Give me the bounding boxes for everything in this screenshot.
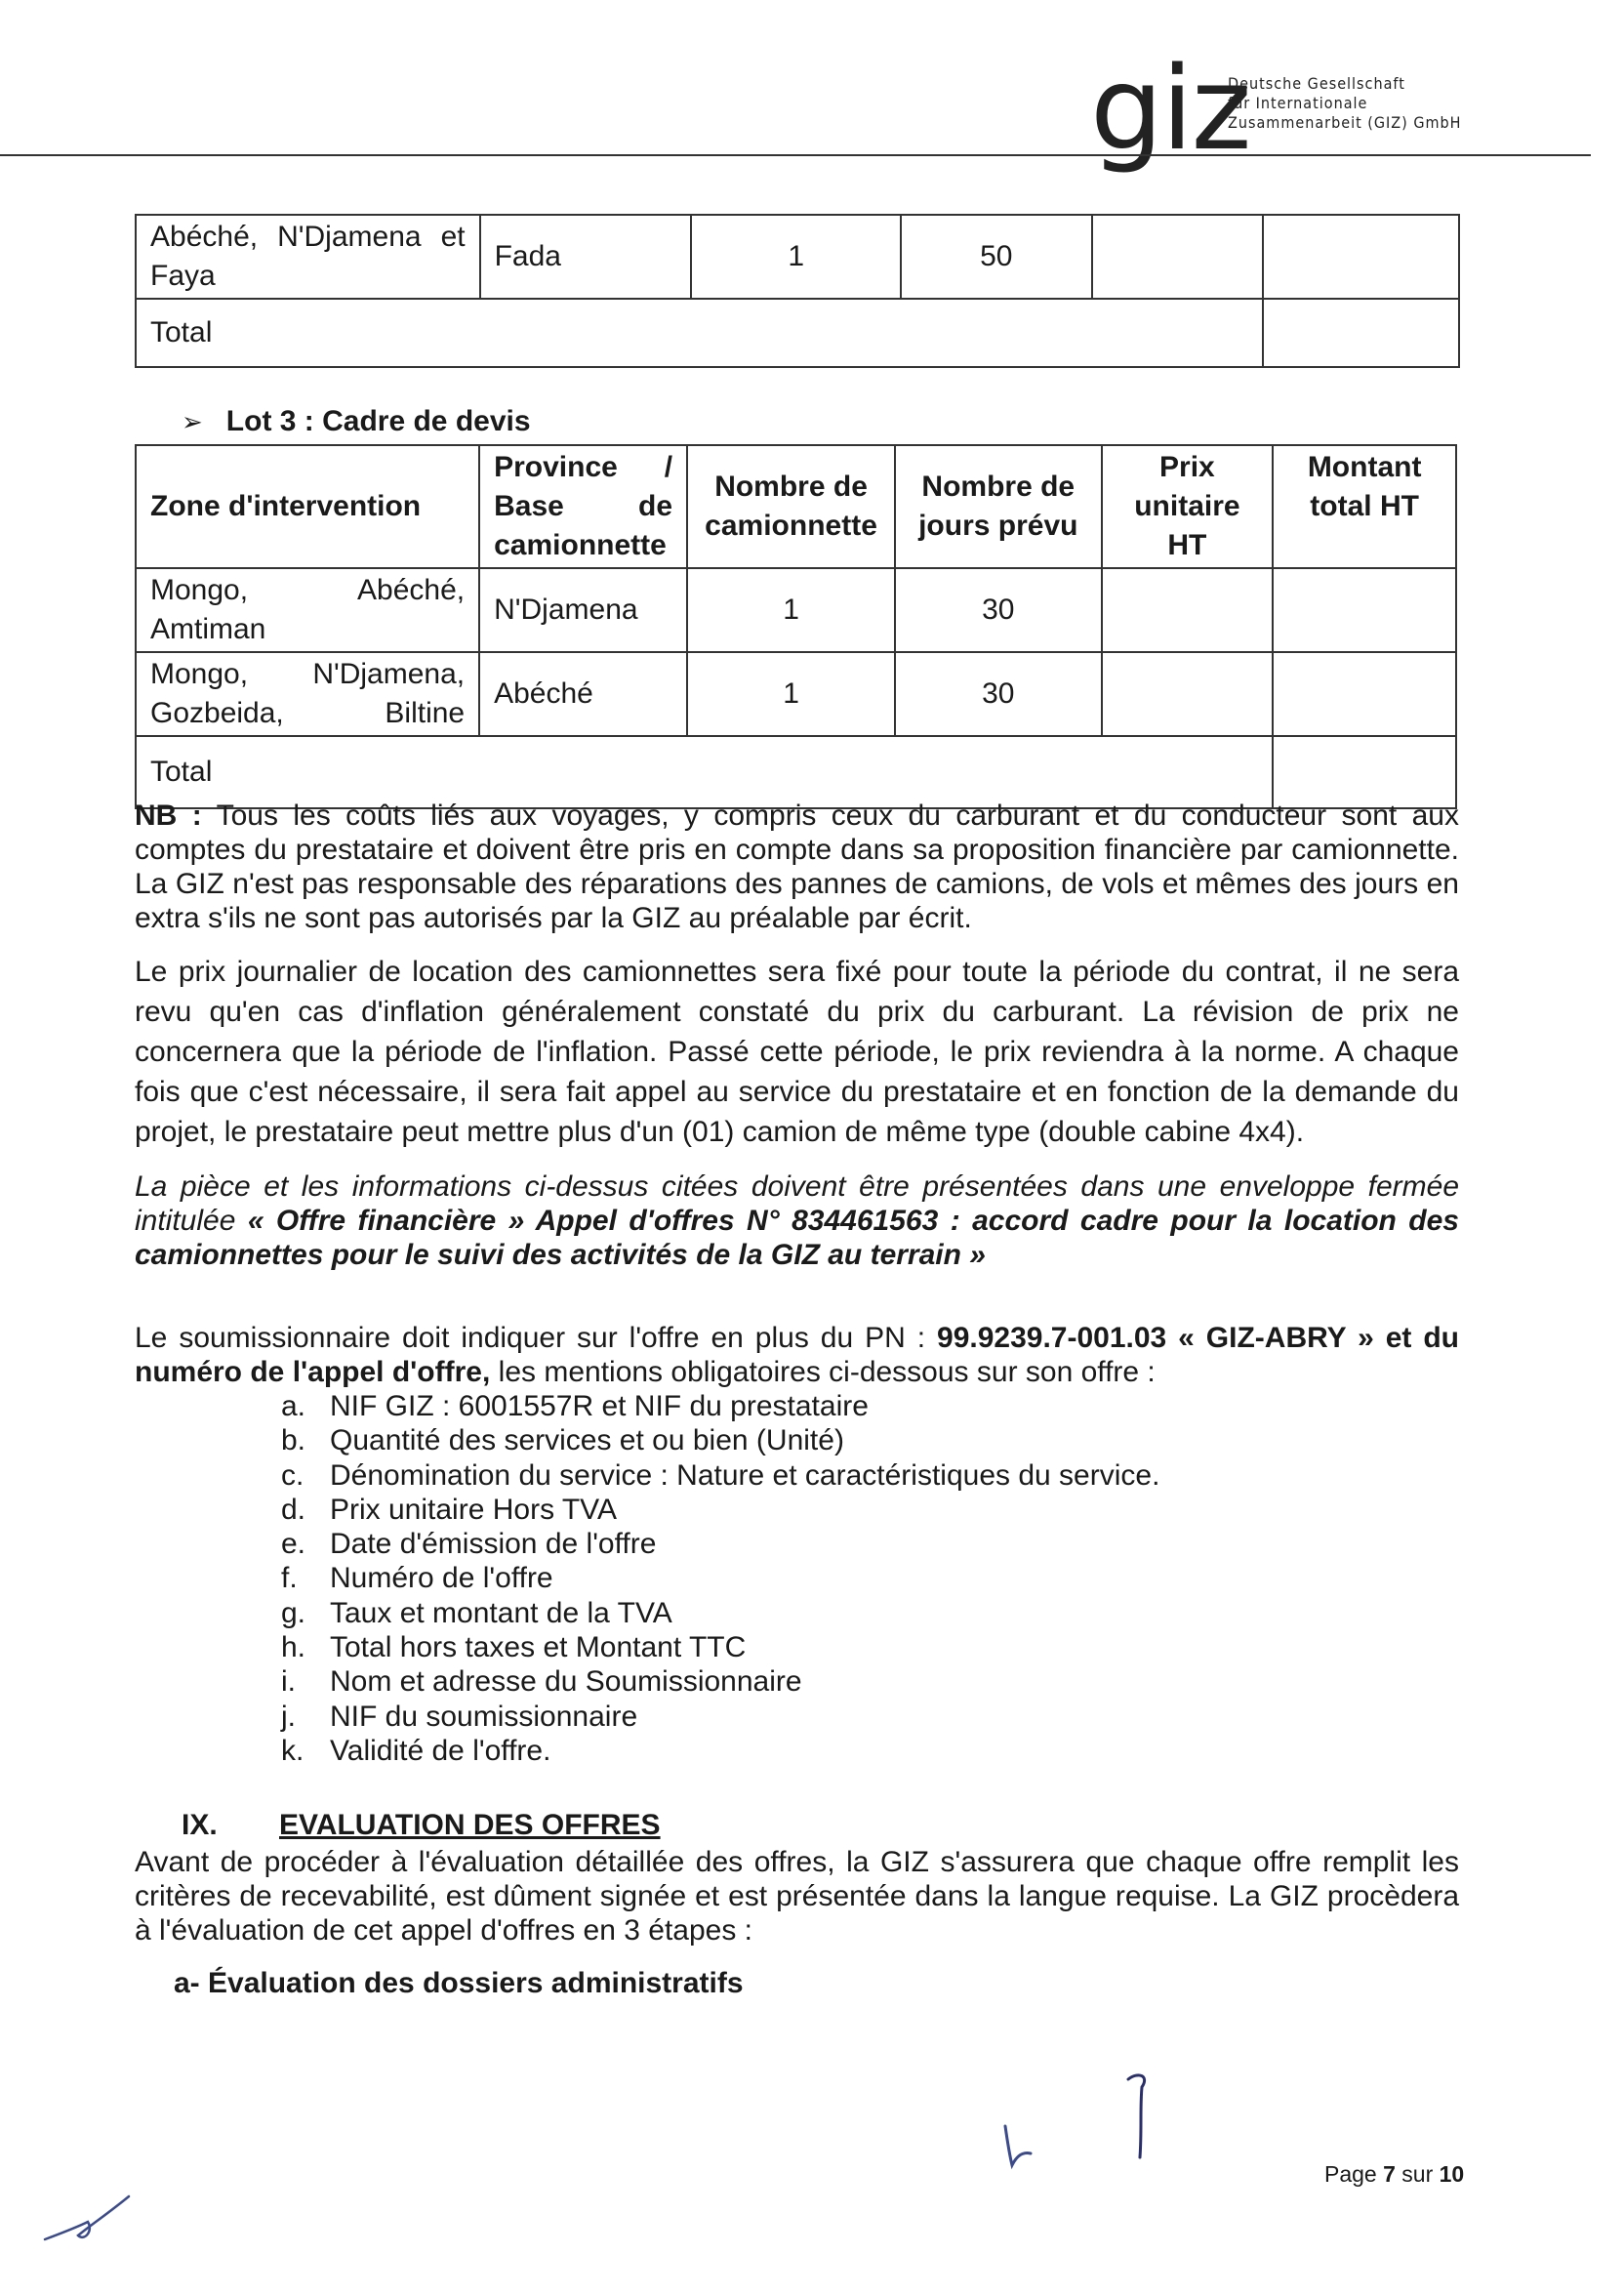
list-text: Quantité des services et ou bien (Unité) [330,1424,844,1457]
cell-montant [1273,652,1456,736]
list-letter: g. [281,1596,306,1629]
header-divider [0,154,1591,156]
cell-prix [1092,215,1264,299]
cell-nb-camionnette: 1 [691,215,901,299]
list-item [273,1527,1159,1561]
cell-nb-camionnette: 1 [687,652,895,736]
list-text: Dénomination du service : Nature et caractéristiques du service. [330,1458,1160,1492]
section-heading [182,1806,661,1845]
handwritten-paraph [39,2187,146,2265]
list-item [273,1664,1159,1699]
footer-middle: sur [1395,2161,1440,2187]
list-letter: b. [281,1424,306,1457]
cell-montant [1263,215,1459,299]
price-paragraph: Le prix journalier de location des camionnettes sera fixé pour toute la période du contrat, il ne sera revu qu'en cas d'inflation généralement constaté du prix du carburant. La révision de prix ne concernera que la période de l'inflation. Passé cette période, le prix reviendra à la norme. A chaque fois que c'est nécessaire, il sera fait appel au service du prestataire et en fonction de la demande du projet, le prestataire peut mettre plus d'un (01) camion de même type (double cabine 4x4). [135,956,1459,1148]
envelope-paragraph [135,1169,1459,1272]
list-item [273,1493,1159,1527]
list-text: NIF du soumissionnaire [330,1700,638,1733]
table-header-row [136,445,1456,568]
nb-paragraph [135,799,1459,935]
list-item [273,1561,1159,1595]
total-pages: 10 [1439,2161,1465,2187]
list-letter: f. [281,1562,298,1595]
list-item [273,1630,1159,1664]
cell-prix [1102,568,1274,652]
section-title: EVALUATION DES OFFRES [279,1809,661,1841]
total-value [1273,736,1456,808]
cell-zone: Mongo, N'Djamena, Gozbeida, Biltine [136,652,479,736]
header-base: Province / Base de camionnette [479,445,687,568]
total-label: Total [136,736,1273,808]
list-item [273,1458,1159,1493]
header-zone: Zone d'intervention [136,445,479,568]
list-item [273,1734,1159,1768]
lot3-table [135,444,1457,809]
subsection-heading: a- Évaluation des dossiers administratifs [174,1967,744,1999]
giz-logo: giz [1090,41,1250,176]
nb-label: NB : [135,800,202,832]
header-montant: Montant total HT [1273,445,1456,568]
arrow-bullet-icon: ➢ [182,407,203,436]
list-item [273,1423,1159,1457]
mentions-paragraph [135,1321,1459,1389]
list-item [273,1596,1159,1630]
evaluation-paragraph: Avant de procéder à l'évaluation détaillée des offres, la GIZ s'assurera que chaque offre remplit les critères de recevabilité, est dûment signée et est présentée dans la langue requise. La GIZ procèdera à l'évaluation de cet appel d'offres en 3 étapes : [135,1846,1459,1947]
current-page: 7 [1383,2161,1396,2187]
table-row [136,568,1456,652]
lot3-heading [182,402,531,441]
list-letter: d. [281,1493,306,1526]
cell-montant [1273,568,1456,652]
lot3-heading-text: Lot 3 : Cadre de devis [225,405,531,437]
cell-base: Abéché [479,652,687,736]
mentions-bold: 99.9239.7-001.03 « GIZ-ABRY » et du numéro de l'appel d'offre, [135,1322,1459,1388]
cell-nb-camionnette: 1 [687,568,895,652]
cell-nb-jours: 50 [901,215,1092,299]
total-row [136,736,1456,808]
header-nb-jours: Nombre de jours prévu [895,445,1102,568]
list-letter: c. [281,1458,304,1492]
cell-prix [1102,652,1274,736]
total-label: Total [136,299,1263,367]
org-line: Deutsche Gesellschaft [1228,74,1405,93]
list-item [273,1700,1159,1734]
cell-zone: Mongo, Abéché, Amtiman [136,568,479,652]
list-text: NIF GIZ : 6001557R et NIF du prestataire [330,1390,869,1422]
header-prix: Prix unitaire HT [1102,445,1274,568]
mentions-part2: les mentions obligatoires ci-dessous sur son offre : [490,1356,1156,1388]
list-letter: h. [281,1631,306,1664]
list-letter: i. [281,1665,296,1699]
nb-text: Tous les coûts liés aux voyages, y compris ceux du carburant et du conducteur sont aux comptes du prestataire et doivent être pris en compte dans sa proposition financière par camionnette. La GIZ n'est pas responsable des réparations des pannes de camions, de vols et mêmes des jours en extra s'ils ne sont pas autorisés par la GIZ au préalable par écrit. [135,800,1459,934]
page-number [1324,2159,1464,2189]
cell-nb-jours: 30 [895,568,1102,652]
list-text: Numéro de l'offre [330,1562,553,1595]
table-row [136,215,1459,299]
table-row [136,652,1456,736]
list-letter: a. [281,1390,306,1422]
envelope-intro: La pièce et les informations ci-dessus citées doivent être présentées dans une enveloppe fermée intitulée [135,1170,1459,1237]
header-nb-camionnette: Nombre de camionnette [687,445,895,568]
section-number: IX. [182,1809,218,1841]
lot2-table-tail [135,214,1460,368]
list-text: Total hors taxes et Montant TTC [330,1631,747,1664]
list-text: Nom et adresse du Soumissionnaire [330,1665,802,1699]
list-text: Taux et montant de la TVA [330,1596,672,1629]
list-text: Date d'émission de l'offre [330,1528,657,1561]
cell-nb-jours: 30 [895,652,1102,736]
org-line: für Internationale [1228,94,1368,112]
org-line: Zusammenarbeit (GIZ) GmbH [1228,113,1462,132]
cell-base: N'Djamena [479,568,687,652]
list-text: Validité de l'offre. [330,1734,551,1767]
total-value [1263,299,1459,367]
envelope-title: « Offre financière » Appel d'offres N° 834461563 : accord cadre pour la location des camionnettes pour le suivi des activités de la GIZ au terrain » [135,1205,1459,1271]
list-item [273,1389,1159,1423]
cell-zone: Abéché, N'Djamena et Faya [136,215,480,299]
footer-prefix: Page [1324,2161,1384,2187]
mentions-part1: Le soumissionnaire doit indiquer sur l'offre en plus du PN : [135,1322,938,1354]
org-name [1228,74,1462,133]
total-row [136,299,1459,367]
list-text: Prix unitaire Hors TVA [330,1493,617,1526]
handwritten-initials [986,2070,1200,2187]
list-letter: j. [281,1700,296,1733]
list-letter: k. [281,1734,304,1767]
list-letter: e. [281,1528,306,1561]
mandatory-mentions-list [273,1389,1159,1768]
cell-base: Fada [480,215,692,299]
